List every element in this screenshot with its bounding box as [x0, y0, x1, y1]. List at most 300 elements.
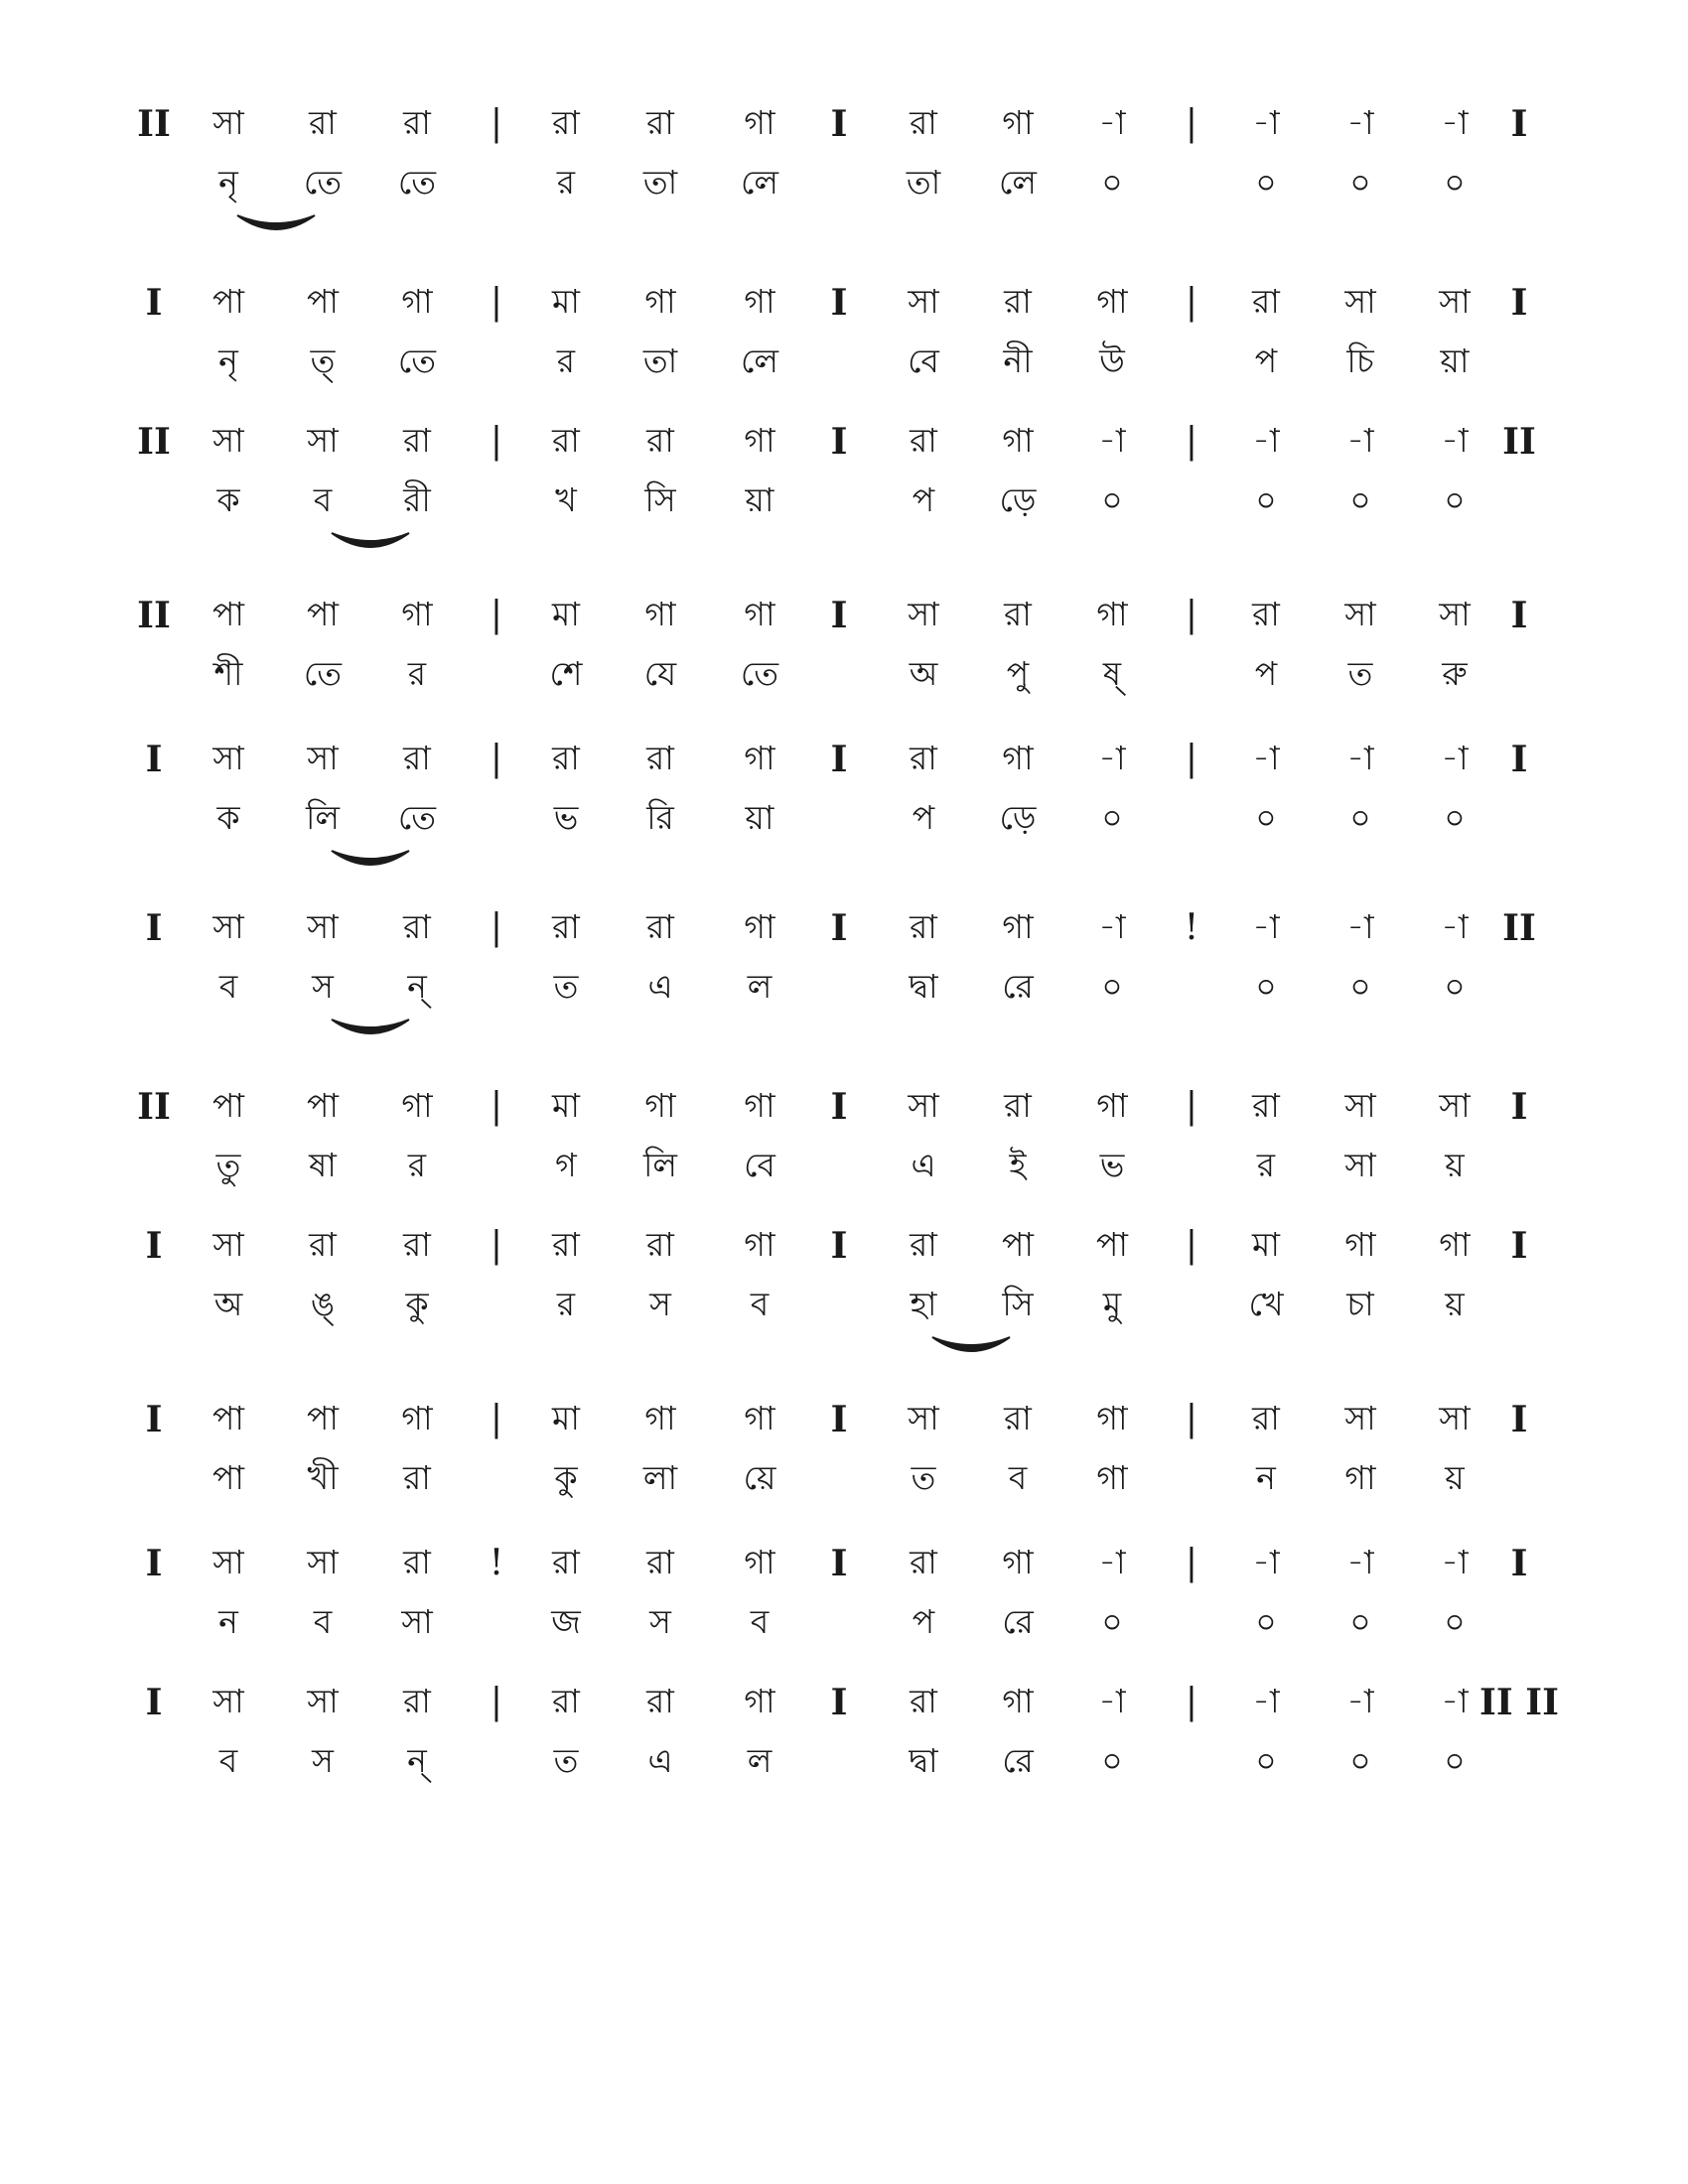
barline-marker: I	[830, 1086, 848, 1128]
lyric-syllable: রী	[403, 480, 431, 519]
swara-note: -া	[1346, 421, 1374, 460]
swara-note: সা	[212, 907, 244, 946]
swara-note: -া	[1441, 739, 1469, 777]
swara-note: রা	[403, 1225, 431, 1264]
swara-note: গা	[744, 1225, 775, 1264]
lyric-syllable: চা	[1346, 1285, 1374, 1323]
beat-separator: |	[1185, 103, 1198, 144]
lyric-syllable: ড়ে	[999, 480, 1037, 519]
swara-note: সা	[908, 1086, 939, 1125]
swara-note: গা	[1344, 1225, 1376, 1264]
swara-note: -া	[1441, 907, 1469, 946]
swara-note: -া	[1098, 103, 1126, 142]
lyric-syllable: সা	[401, 1602, 433, 1641]
swara-note: গা	[744, 907, 775, 946]
lyric-syllable: তা	[906, 163, 941, 202]
barline-marker: II II	[1479, 1682, 1559, 1723]
lyric-syllable: স	[649, 1285, 671, 1323]
beat-separator: |	[490, 1086, 503, 1127]
swara-note: সা	[1439, 1399, 1471, 1437]
lyric-syllable: অ	[213, 1285, 243, 1323]
lyric-syllable: রু	[1442, 654, 1468, 693]
swara-note: -া	[1346, 103, 1374, 142]
lyric-syllable: ত	[911, 1458, 936, 1497]
lyric-syllable: ০	[1349, 1602, 1371, 1641]
swara-note: সা	[307, 421, 339, 460]
beat-separator: |	[490, 421, 503, 462]
swara-note: -া	[1098, 739, 1126, 777]
lyric-syllable: অ	[909, 654, 938, 693]
swara-note: -া	[1441, 103, 1469, 142]
beat-separator: |	[490, 595, 503, 635]
swara-note: মা	[552, 1399, 580, 1437]
lyric-syllable: ব	[218, 1741, 238, 1780]
swara-note: সা	[1439, 595, 1471, 633]
swara-note: গা	[744, 1543, 775, 1581]
swara-note: রা	[1004, 1399, 1032, 1437]
barline-marker: I	[1510, 739, 1528, 780]
barline-marker: II	[137, 421, 171, 463]
swara-note: গা	[744, 282, 775, 321]
lyric-syllable: ন	[1256, 1458, 1276, 1497]
barline-marker: II	[137, 1086, 171, 1128]
swara-note: -া	[1098, 1543, 1126, 1581]
beat-separator: |	[1185, 1682, 1198, 1722]
swara-note: গা	[1002, 421, 1034, 460]
lyric-syllable: ০	[1101, 1741, 1123, 1780]
barline-marker: I	[1510, 595, 1528, 636]
swara-note: পা	[212, 1399, 244, 1437]
lyric-syllable: এ	[647, 967, 673, 1006]
swara-note: সা	[1344, 1086, 1376, 1125]
slur-mark	[326, 527, 415, 557]
lyric-syllable: লা	[642, 1458, 678, 1497]
lyric-syllable: তে	[397, 163, 437, 202]
swara-note: -া	[1252, 421, 1280, 460]
beat-separator: |	[490, 1682, 503, 1722]
barline-marker: I	[145, 907, 163, 949]
swara-note: -া	[1252, 907, 1280, 946]
beat-separator: |	[490, 103, 503, 144]
lyric-syllable: ব	[1008, 1458, 1028, 1497]
swara-note: রা	[552, 421, 580, 460]
swara-note: রা	[1004, 282, 1032, 321]
barline-marker: II	[137, 595, 171, 636]
lyric-syllable: ল	[747, 1741, 773, 1780]
swara-note: রা	[403, 421, 431, 460]
lyric-syllable: মু	[1102, 1285, 1122, 1323]
lyric-syllable: ০	[1101, 798, 1123, 837]
lyric-syllable: শী	[213, 654, 243, 693]
swara-note: রা	[910, 739, 937, 777]
lyric-syllable: ০	[1444, 798, 1466, 837]
lyric-syllable: ত	[553, 1741, 579, 1780]
lyric-syllable: দ্বা	[909, 1741, 938, 1780]
swara-note: গা	[744, 1399, 775, 1437]
lyric-syllable: সা	[1344, 1146, 1376, 1184]
lyric-syllable: ০	[1444, 1602, 1466, 1641]
swara-note: সা	[307, 1682, 339, 1720]
swara-note: মা	[552, 282, 580, 321]
slur-mark	[326, 1014, 415, 1043]
lyric-syllable: লে	[999, 163, 1037, 202]
swara-note: পা	[307, 282, 339, 321]
swara-note: রা	[403, 103, 431, 142]
lyric-syllable: গ	[555, 1146, 577, 1184]
barline-marker: I	[1510, 282, 1528, 324]
barline-marker: I	[830, 739, 848, 780]
barline-marker: I	[145, 1682, 163, 1723]
swara-note: গা	[744, 739, 775, 777]
lyric-syllable: ০	[1255, 1741, 1277, 1780]
lyric-syllable: প	[1254, 654, 1278, 693]
swara-note: -া	[1252, 739, 1280, 777]
swara-note: রা	[646, 907, 674, 946]
lyric-syllable: ক	[216, 480, 240, 519]
swara-note: সা	[307, 739, 339, 777]
swara-note: পা	[212, 282, 244, 321]
swara-note: -া	[1252, 103, 1280, 142]
swara-note: রা	[910, 907, 937, 946]
swara-note: রা	[646, 103, 674, 142]
barline-marker: I	[830, 103, 848, 145]
lyric-syllable: ০	[1255, 163, 1277, 202]
swara-note: পা	[212, 595, 244, 633]
lyric-syllable: ভ	[553, 798, 579, 837]
swara-note: গা	[644, 595, 676, 633]
lyric-syllable: ০	[1444, 163, 1466, 202]
swara-note: -া	[1441, 1682, 1469, 1720]
lyric-syllable: রা	[403, 1458, 431, 1497]
swara-note: রা	[1252, 1399, 1280, 1437]
lyric-syllable: লে	[741, 341, 778, 380]
swara-note: মা	[552, 1086, 580, 1125]
lyric-syllable: শে	[549, 654, 583, 693]
lyric-syllable: প	[912, 798, 935, 837]
swara-note: সা	[212, 739, 244, 777]
barline-marker: I	[145, 1399, 163, 1440]
lyric-syllable: র	[407, 1146, 427, 1184]
lyric-syllable: নী	[1003, 341, 1033, 380]
swara-note: গা	[1096, 595, 1128, 633]
barline-marker: I	[830, 1543, 848, 1584]
lyric-syllable: বে	[744, 1146, 775, 1184]
swara-note: পা	[307, 1399, 339, 1437]
lyric-syllable: রে	[1002, 1602, 1034, 1641]
swara-note: -া	[1098, 421, 1126, 460]
swara-note: রা	[1252, 1086, 1280, 1125]
lyric-syllable: হা	[910, 1285, 937, 1323]
lyric-syllable: ত্	[310, 341, 336, 380]
swara-note: রা	[552, 739, 580, 777]
barline-marker: I	[830, 1225, 848, 1267]
lyric-syllable: ০	[1444, 1741, 1466, 1780]
swara-note: সা	[212, 1543, 244, 1581]
lyric-syllable: ০	[1101, 480, 1123, 519]
swara-note: গা	[401, 1399, 433, 1437]
swara-note: রা	[646, 1682, 674, 1720]
lyric-syllable: ব	[750, 1602, 770, 1641]
beat-separator: |	[1185, 1225, 1198, 1266]
barline-marker: II	[137, 103, 171, 145]
barline-marker: I	[1510, 103, 1528, 145]
lyric-syllable: র	[556, 341, 576, 380]
lyric-syllable: ০	[1349, 967, 1371, 1006]
swara-note: -া	[1252, 1543, 1280, 1581]
lyric-syllable: এ	[911, 1146, 936, 1184]
swara-note: মা	[1252, 1225, 1280, 1264]
lyric-syllable: গা	[1344, 1458, 1376, 1497]
beat-separator: |	[490, 1399, 503, 1439]
swara-note: সা	[908, 595, 939, 633]
slur-mark	[326, 845, 415, 875]
swara-note: -া	[1441, 1543, 1469, 1581]
lyric-syllable: য়া	[745, 798, 774, 837]
lyric-syllable: প	[1254, 341, 1278, 380]
swara-note: পা	[307, 595, 339, 633]
lyric-syllable: উ	[1099, 341, 1125, 380]
swara-note: রা	[309, 1225, 337, 1264]
swara-note: রা	[646, 1543, 674, 1581]
lyric-syllable: য়া	[1440, 341, 1470, 380]
lyric-syllable: ষা	[309, 1146, 337, 1184]
lyric-syllable: তে	[397, 798, 437, 837]
swara-note: গা	[1096, 1086, 1128, 1125]
slur-mark	[231, 209, 321, 239]
beat-separator: |	[1185, 1399, 1198, 1439]
barline-marker: I	[145, 739, 163, 780]
lyric-syllable: এ	[647, 1741, 673, 1780]
beat-separator: !	[1184, 907, 1199, 948]
lyric-syllable: লে	[741, 163, 778, 202]
swara-note: সা	[212, 103, 244, 142]
lyric-syllable: র	[556, 163, 576, 202]
beat-separator: |	[490, 907, 503, 948]
beat-separator: |	[1185, 595, 1198, 635]
swara-note: রা	[910, 1543, 937, 1581]
beat-separator: |	[1185, 282, 1198, 323]
lyric-syllable: ০	[1101, 967, 1123, 1006]
barline-marker: I	[830, 1682, 848, 1723]
lyric-syllable: ০	[1349, 163, 1371, 202]
swara-note: গা	[1096, 282, 1128, 321]
swara-note: রা	[403, 1543, 431, 1581]
swara-note: রা	[403, 1682, 431, 1720]
swara-note: -া	[1098, 1682, 1126, 1720]
slur-mark	[926, 1331, 1016, 1361]
swara-note: গা	[744, 595, 775, 633]
swara-note: রা	[646, 739, 674, 777]
swara-note: রা	[552, 103, 580, 142]
lyric-syllable: সি	[1002, 1285, 1034, 1323]
lyric-syllable: ভ	[1099, 1146, 1125, 1184]
swara-note: রা	[403, 907, 431, 946]
swara-note: সা	[307, 907, 339, 946]
lyric-syllable: রি	[646, 798, 674, 837]
swara-note: রা	[910, 421, 937, 460]
beat-separator: |	[1185, 421, 1198, 462]
lyric-syllable: ব	[313, 1602, 333, 1641]
swara-note: রা	[910, 1225, 937, 1264]
lyric-syllable: দ্বা	[909, 967, 938, 1006]
lyric-syllable: লি	[305, 798, 341, 837]
lyric-syllable: ন্	[407, 967, 427, 1006]
swara-note: রা	[1004, 595, 1032, 633]
swara-note: রা	[552, 1225, 580, 1264]
lyric-syllable: ই	[1009, 1146, 1027, 1184]
lyric-syllable: য়া	[745, 480, 774, 519]
swara-note: সা	[1344, 282, 1376, 321]
lyric-syllable: ব	[313, 480, 333, 519]
barline-marker: I	[1510, 1086, 1528, 1128]
lyric-syllable: ন	[218, 1602, 238, 1641]
lyric-syllable: র	[1256, 1146, 1276, 1184]
swara-note: মা	[552, 595, 580, 633]
lyric-syllable: ঙ্	[310, 1285, 336, 1323]
barline-marker: II	[1502, 907, 1536, 949]
swara-note: রা	[552, 1682, 580, 1720]
lyric-syllable: ০	[1101, 163, 1123, 202]
lyric-syllable: ০	[1255, 798, 1277, 837]
swara-note: রা	[309, 103, 337, 142]
swara-note: সা	[307, 1543, 339, 1581]
swara-note: -া	[1098, 907, 1126, 946]
lyric-syllable: প	[912, 480, 935, 519]
swara-note: -া	[1346, 739, 1374, 777]
lyric-syllable: স	[312, 1741, 334, 1780]
lyric-syllable: ০	[1444, 480, 1466, 519]
lyric-syllable: রে	[1002, 967, 1034, 1006]
barline-marker: I	[830, 595, 848, 636]
swara-note: গা	[744, 103, 775, 142]
swara-note: -া	[1441, 421, 1469, 460]
swara-note: গা	[744, 1682, 775, 1720]
lyric-syllable: জ	[551, 1602, 581, 1641]
swara-note: সা	[212, 421, 244, 460]
swara-note: সা	[908, 282, 939, 321]
swara-note: সা	[908, 1399, 939, 1437]
beat-separator: |	[1185, 1086, 1198, 1127]
swara-note: পা	[212, 1086, 244, 1125]
lyric-syllable: ক	[216, 798, 240, 837]
swara-note: গা	[1439, 1225, 1471, 1264]
lyric-syllable: ব	[750, 1285, 770, 1323]
barline-marker: II	[1502, 421, 1536, 463]
lyric-syllable: তে	[740, 654, 779, 693]
lyric-syllable: ন্	[407, 1741, 427, 1780]
lyric-syllable: ত	[1347, 654, 1373, 693]
lyric-syllable: তা	[642, 163, 678, 202]
swara-note: গা	[401, 1086, 433, 1125]
swara-note: রা	[1004, 1086, 1032, 1125]
lyric-syllable: য়	[1445, 1285, 1465, 1323]
barline-marker: I	[830, 1399, 848, 1440]
lyric-syllable: য়ে	[743, 1458, 776, 1497]
lyric-syllable: সি	[644, 480, 676, 519]
swara-note: সা	[212, 1225, 244, 1264]
lyric-syllable: র	[407, 654, 427, 693]
lyric-syllable: তে	[303, 163, 343, 202]
swara-note: গা	[1002, 1543, 1034, 1581]
swara-note: রা	[910, 103, 937, 142]
swara-note: গা	[1002, 739, 1034, 777]
lyric-syllable: ০	[1349, 798, 1371, 837]
lyric-syllable: খ	[555, 480, 577, 519]
lyric-syllable: নৃ	[218, 163, 238, 202]
swara-note: রা	[910, 1682, 937, 1720]
swara-note: গা	[1002, 103, 1034, 142]
lyric-syllable: ০	[1101, 1602, 1123, 1641]
swara-note: -া	[1252, 1682, 1280, 1720]
swara-note: সা	[1344, 595, 1376, 633]
lyric-syllable: রে	[1002, 1741, 1034, 1780]
beat-separator: |	[1185, 1543, 1198, 1583]
lyric-syllable: ০	[1444, 967, 1466, 1006]
lyric-syllable: ০	[1349, 480, 1371, 519]
lyric-syllable: লি	[642, 1146, 678, 1184]
barline-marker: I	[145, 1543, 163, 1584]
lyric-syllable: তে	[303, 654, 343, 693]
swara-note: গা	[1096, 1399, 1128, 1437]
swara-note: রা	[552, 907, 580, 946]
swara-note: সা	[1439, 1086, 1471, 1125]
swara-note: -া	[1346, 1543, 1374, 1581]
barline-marker: I	[830, 421, 848, 463]
lyric-syllable: স	[312, 967, 334, 1006]
beat-separator: |	[490, 1225, 503, 1266]
swara-note: পা	[307, 1086, 339, 1125]
lyric-syllable: ত	[553, 967, 579, 1006]
swara-note: -া	[1346, 1682, 1374, 1720]
lyric-syllable: পা	[212, 1458, 244, 1497]
barline-marker: I	[830, 282, 848, 324]
lyric-syllable: চি	[1346, 341, 1374, 380]
swara-note: -া	[1346, 907, 1374, 946]
swara-note: সা	[1439, 282, 1471, 321]
barline-marker: I	[145, 1225, 163, 1267]
swara-note: গা	[401, 595, 433, 633]
lyric-syllable: ০	[1255, 480, 1277, 519]
lyric-syllable: খী	[307, 1458, 339, 1497]
beat-separator: |	[1185, 739, 1198, 779]
lyric-syllable: তু	[215, 1146, 241, 1184]
lyric-syllable: ০	[1349, 1741, 1371, 1780]
swara-note: গা	[644, 1399, 676, 1437]
barline-marker: I	[145, 282, 163, 324]
lyric-syllable: ব	[218, 967, 238, 1006]
swara-note: রা	[552, 1543, 580, 1581]
beat-separator: |	[490, 739, 503, 779]
swara-note: রা	[646, 421, 674, 460]
lyric-syllable: ০	[1255, 967, 1277, 1006]
lyric-syllable: পু	[1006, 654, 1030, 693]
swara-note: পা	[1096, 1225, 1128, 1264]
lyric-syllable: তে	[397, 341, 437, 380]
lyric-syllable: গা	[1096, 1458, 1128, 1497]
lyric-syllable: প	[912, 1602, 935, 1641]
lyric-syllable: যে	[643, 654, 677, 693]
swara-note: গা	[644, 1086, 676, 1125]
swara-note: রা	[403, 739, 431, 777]
lyric-syllable: ষ্	[1102, 654, 1122, 693]
lyric-syllable: ০	[1255, 1602, 1277, 1641]
lyric-syllable: য়	[1445, 1146, 1465, 1184]
lyric-syllable: ল	[747, 967, 773, 1006]
swara-note: রা	[646, 1225, 674, 1264]
swara-note: গা	[1002, 1682, 1034, 1720]
lyric-syllable: নৃ	[218, 341, 238, 380]
barline-marker: I	[1510, 1399, 1528, 1440]
